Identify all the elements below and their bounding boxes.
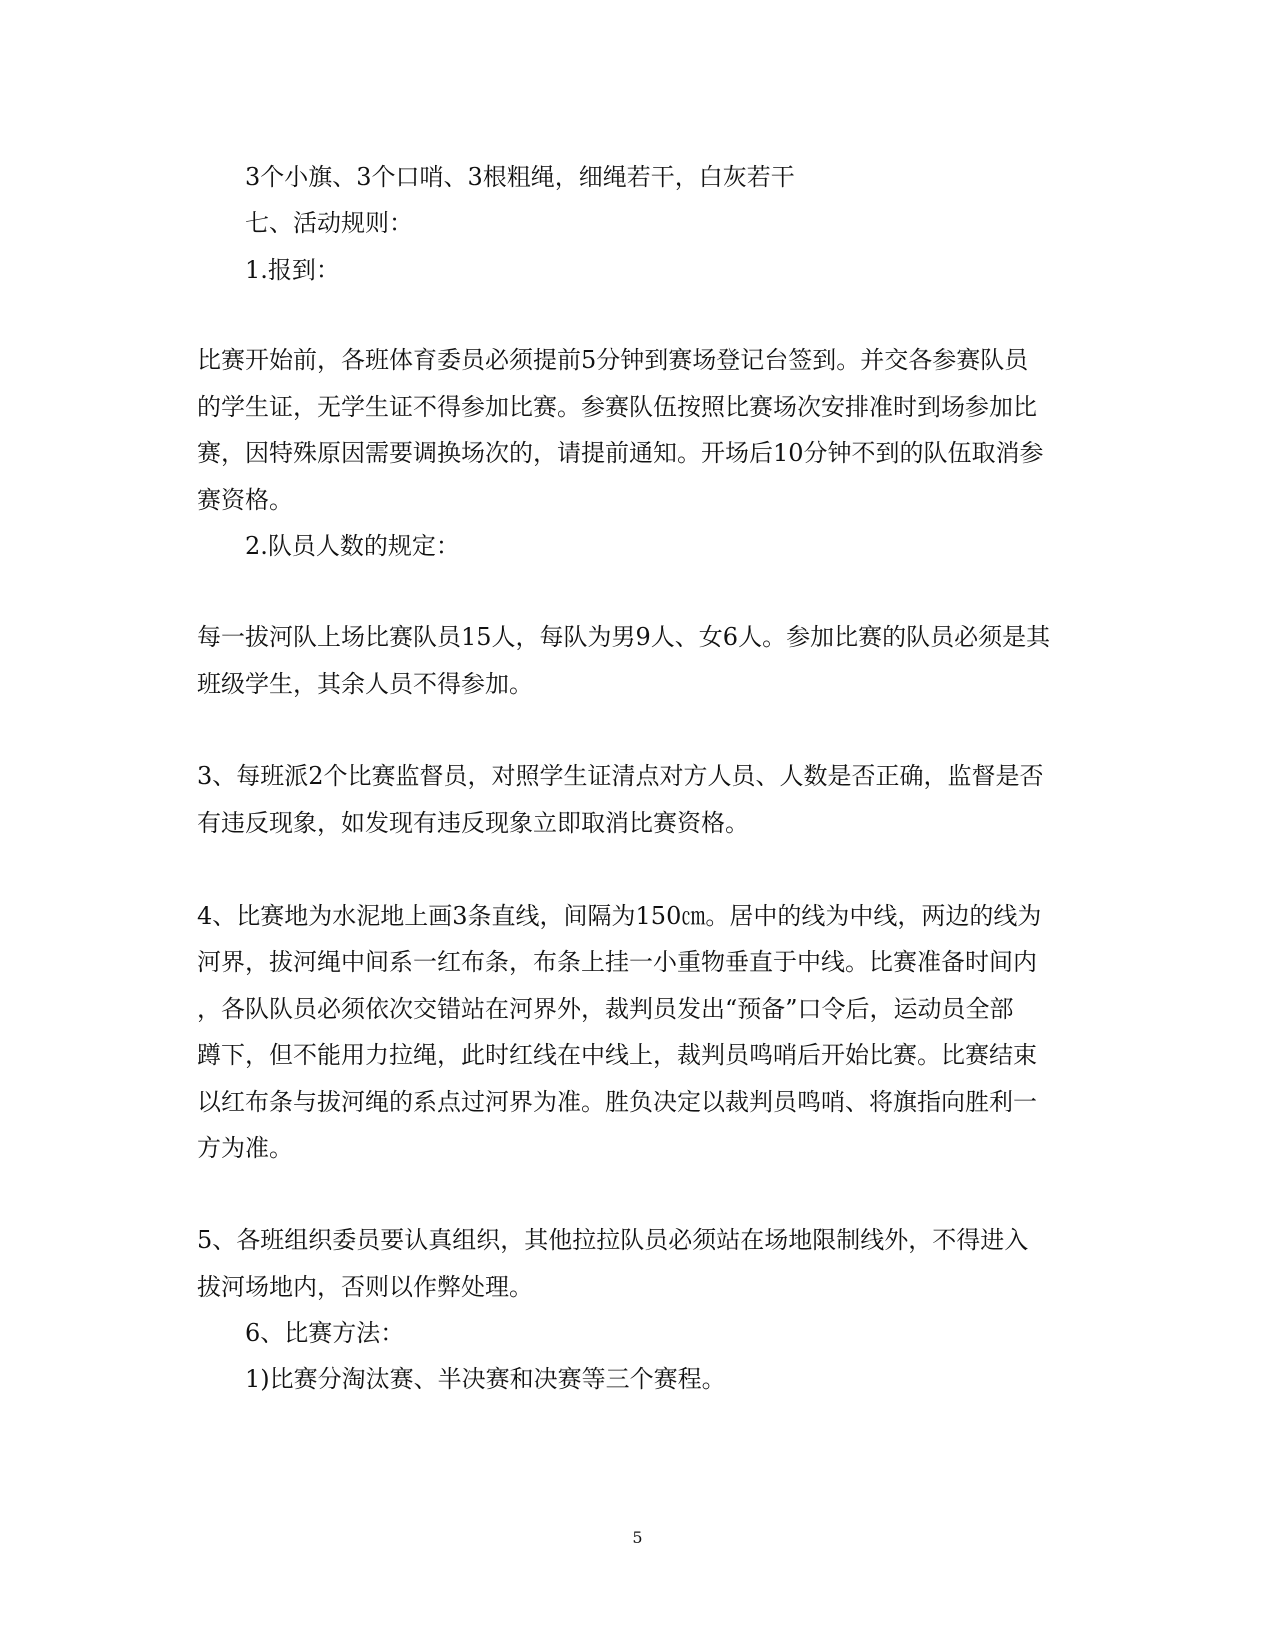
team-size-text-line-1: 每一拔河队上场比赛队员15人，每队为男9人、女6人。参加比赛的队员必须是其 (197, 623, 1051, 651)
field-rules-text-line-2: 河界，拔河绳中间系一红布条，布条上挂一小重物垂直于中线。比赛准备时间内 (197, 948, 1037, 976)
field-rules-text-line-4: 蹲下，但不能用力拉绳，此时红线在中线上，裁判员鸣哨后开始比赛。比赛结束 (197, 1041, 1037, 1069)
match-method-item-1: 1)比赛分淘汰赛、半决赛和决赛等三个赛程。 (245, 1365, 726, 1393)
field-rules-text-line-5: 以红布条与拔河绳的系点过河界为准。胜负决定以裁判员鸣哨、将旗指向胜利一 (197, 1088, 1037, 1116)
supervisor-text-line-1: 3、每班派2个比赛监督员，对照学生证清点对方人员、人数是否正确，监督是否 (197, 762, 1044, 790)
supervisor-text-line-2: 有违反现象，如发现有违反现象立即取消比赛资格。 (197, 809, 749, 837)
cheer-squad-text-line-1: 5、各班组织委员要认真组织，其他拉拉队员必须站在场地限制线外，不得进入 (197, 1226, 1029, 1254)
field-rules-text-line-3: ，各队队员必须依次交错站在河界外，裁判员发出“预备”口令后，运动员全部 (197, 995, 1014, 1023)
registration-text-line-4: 赛资格。 (197, 486, 293, 514)
page-number: 5 (632, 1528, 643, 1547)
section-heading-rules: 七、活动规则： (245, 209, 413, 237)
field-rules-text-line-1: 4、比赛地为水泥地上画3条直线，间隔为150㎝。居中的线为中线，两边的线为 (197, 902, 1042, 930)
registration-text-line-1: 比赛开始前，各班体育委员必须提前5分钟到赛场登记台签到。并交各参赛队员 (197, 346, 1029, 374)
registration-text-line-3: 赛，因特殊原因需要调换场次的，请提前通知。开场后10分钟不到的队伍取消参 (197, 439, 1044, 467)
subheading-match-method: 6、比赛方法： (245, 1319, 405, 1347)
equipment-line: 3个小旗、3个口哨、3根粗绳，细绳若干，白灰若干 (245, 163, 795, 191)
subheading-team-size: 2.队员人数的规定： (245, 532, 460, 560)
field-rules-text-line-6: 方为准。 (197, 1134, 293, 1162)
team-size-text-line-2: 班级学生，其余人员不得参加。 (197, 670, 533, 698)
cheer-squad-text-line-2: 拔河场地内，否则以作弊处理。 (197, 1273, 533, 1301)
subheading-registration: 1.报到： (245, 256, 340, 284)
registration-text-line-2: 的学生证，无学生证不得参加比赛。参赛队伍按照比赛场次安排准时到场参加比 (197, 393, 1037, 421)
